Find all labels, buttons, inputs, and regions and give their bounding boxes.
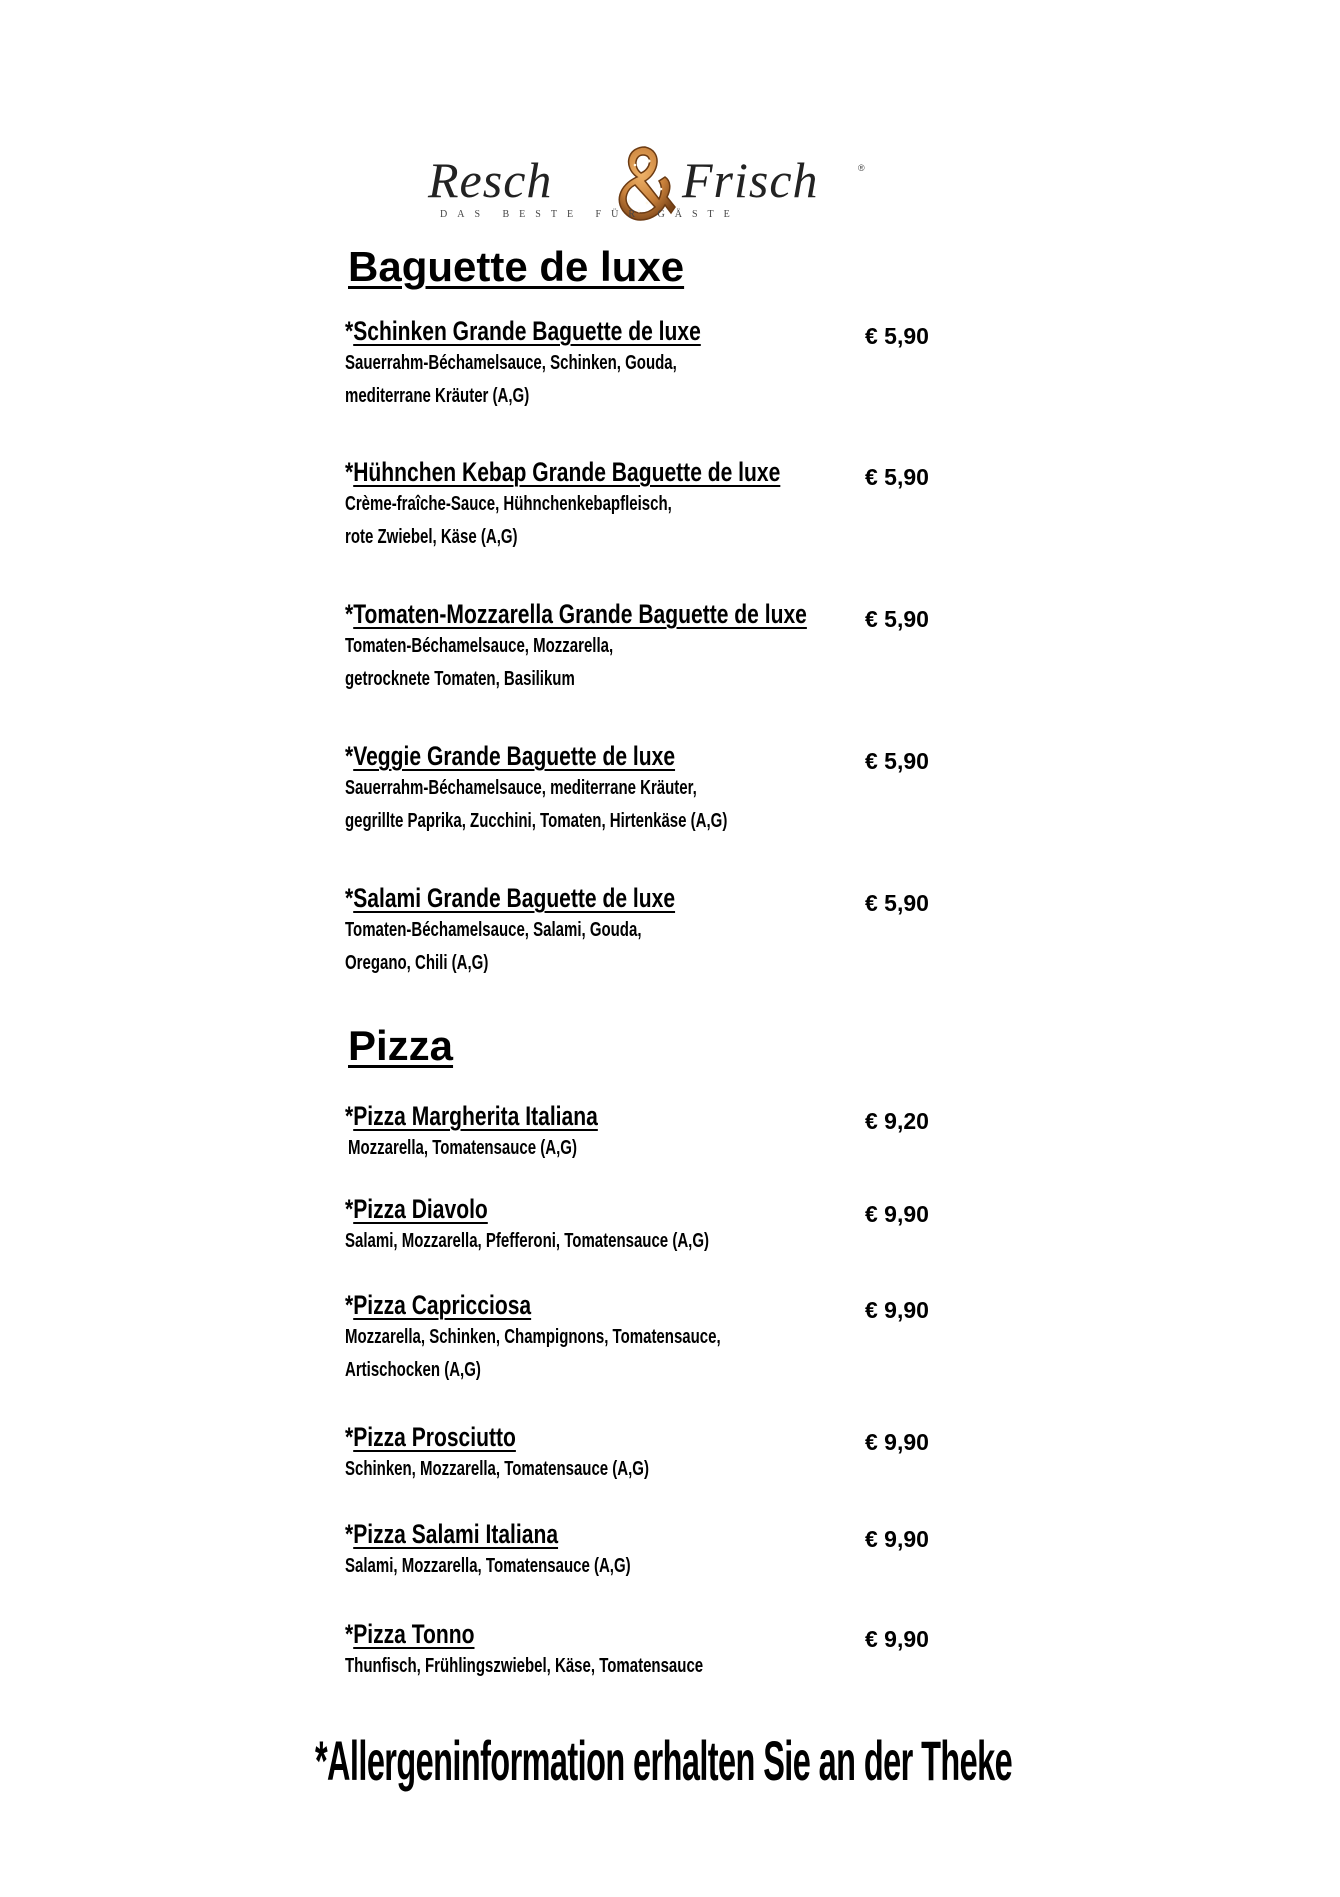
menu-item-name: *Salami Grande Baguette de luxe [345, 883, 676, 913]
menu-item-name-text: Schinken Grande Baguette de luxe [353, 316, 701, 346]
brand-logo [420, 145, 870, 225]
menu-item-name-text: Pizza Margherita Italiana [353, 1101, 598, 1131]
menu-item-name-text: Pizza Prosciutto [353, 1422, 516, 1452]
menu-item-description [345, 1650, 810, 1683]
menu-item-description-line: Tomaten-Béchamelsauce, Mozzarella, [345, 635, 614, 657]
menu-item-description-line: Salami, Mozzarella, Pfefferoni, Tomatensauce (A,G) [345, 1230, 709, 1252]
menu-item-name-text: Tomaten-Mozzarella Grande Baguette de luxe [353, 599, 807, 629]
menu-item-description [345, 630, 810, 696]
menu-item-price: € 9,20 [865, 1108, 929, 1134]
menu-item-description-line: gegrillte Paprika, Zucchini, Tomaten, Hirtenkäse (A,G) [345, 810, 728, 832]
allergen-footer-note: *Allergeninformation erhalten Sie an der Theke [315, 1729, 1013, 1792]
menu-item-name-text: Hühnchen Kebap Grande Baguette de luxe [353, 457, 781, 487]
menu-item-description-line: Artischocken (A,G) [345, 1359, 481, 1381]
menu-item-description-line: Crème-fraîche-Sauce, Hühnchenkebapfleisch, [345, 493, 672, 515]
menu-item-price: € 9,90 [865, 1526, 929, 1552]
menu-item-description-line: Schinken, Mozzarella, Tomatensauce (A,G) [345, 1458, 649, 1480]
menu-item-name: *Tomaten-Mozzarella Grande Baguette de luxe [345, 599, 807, 629]
registered-mark-icon: ® [858, 163, 865, 173]
menu-item-name: *Pizza Prosciutto [345, 1422, 516, 1452]
menu-item-description-line: Salami, Mozzarella, Tomatensauce (A,G) [345, 1555, 631, 1577]
menu-item-price: € 9,90 [865, 1201, 929, 1227]
menu-item-name-text: Pizza Salami Italiana [353, 1519, 559, 1549]
menu-item-description [345, 1550, 810, 1583]
menu-item-description-line: Sauerrahm-Béchamelsauce, Schinken, Gouda, [345, 352, 677, 374]
menu-item-name: *Hühnchen Kebap Grande Baguette de luxe [345, 457, 781, 487]
section-title-baguette: Baguette de luxe [348, 243, 685, 290]
menu-item-price: € 5,90 [865, 323, 929, 349]
menu-item-description [345, 488, 810, 554]
menu-item-description-line: Mozzarella, Tomatensauce (A,G) [348, 1137, 577, 1159]
menu-item-description [345, 1132, 810, 1165]
menu-item-description-line: Mozzarella, Schinken, Champignons, Tomatensauce, [345, 1326, 721, 1348]
logo-tagline: DAS BESTE FÜR GÄSTE [440, 209, 740, 220]
menu-item-name: *Pizza Tonno [345, 1619, 475, 1649]
menu-item-name: *Pizza Diavolo [345, 1194, 488, 1224]
menu-item-description-line: rote Zwiebel, Käse (A,G) [345, 526, 518, 548]
menu-item-description [345, 772, 810, 838]
logo-word-right: Frisch [682, 152, 819, 208]
menu-item-price: € 5,90 [865, 748, 929, 774]
section-title-pizza: Pizza [348, 1022, 454, 1069]
menu-item-price: € 5,90 [865, 890, 929, 916]
menu-item-name-text: Pizza Diavolo [353, 1194, 488, 1224]
menu-item-description [345, 1321, 810, 1387]
menu-item-description-line: mediterrane Kräuter (A,G) [345, 385, 530, 407]
menu-item-description [345, 914, 810, 980]
menu-item-price: € 9,90 [865, 1429, 929, 1455]
menu-item-name-text: Salami Grande Baguette de luxe [353, 883, 676, 913]
menu-item-description [345, 347, 810, 413]
menu-item-name: *Pizza Salami Italiana [345, 1519, 559, 1549]
menu-item-description-line: Sauerrahm-Béchamelsauce, mediterrane Kräuter, [345, 777, 697, 799]
menu-item-name: *Pizza Margherita Italiana [345, 1101, 598, 1131]
logo-word-left: Resch [428, 152, 553, 208]
menu-item-name: *Pizza Capricciosa [345, 1290, 532, 1320]
menu-item-name-text: Veggie Grande Baguette de luxe [353, 741, 676, 771]
menu-item-description [345, 1225, 810, 1258]
menu-item-name: *Veggie Grande Baguette de luxe [345, 741, 676, 771]
menu-item-description-line: Tomaten-Béchamelsauce, Salami, Gouda, [345, 919, 642, 941]
menu-item-name: *Schinken Grande Baguette de luxe [345, 316, 701, 346]
menu-item-price: € 9,90 [865, 1626, 929, 1652]
menu-item-description-line: Oregano, Chili (A,G) [345, 952, 489, 974]
menu-item-description-line: Thunfisch, Frühlingszwiebel, Käse, Tomatensauce [345, 1655, 704, 1677]
menu-item-description-line: getrocknete Tomaten, Basilikum [345, 668, 575, 690]
menu-item-name-text: Pizza Tonno [353, 1619, 475, 1649]
menu-item-description [345, 1453, 810, 1486]
menu-item-name-text: Pizza Capricciosa [353, 1290, 532, 1320]
menu-item-price: € 9,90 [865, 1297, 929, 1323]
menu-item-price: € 5,90 [865, 464, 929, 490]
menu-item-price: € 5,90 [865, 606, 929, 632]
